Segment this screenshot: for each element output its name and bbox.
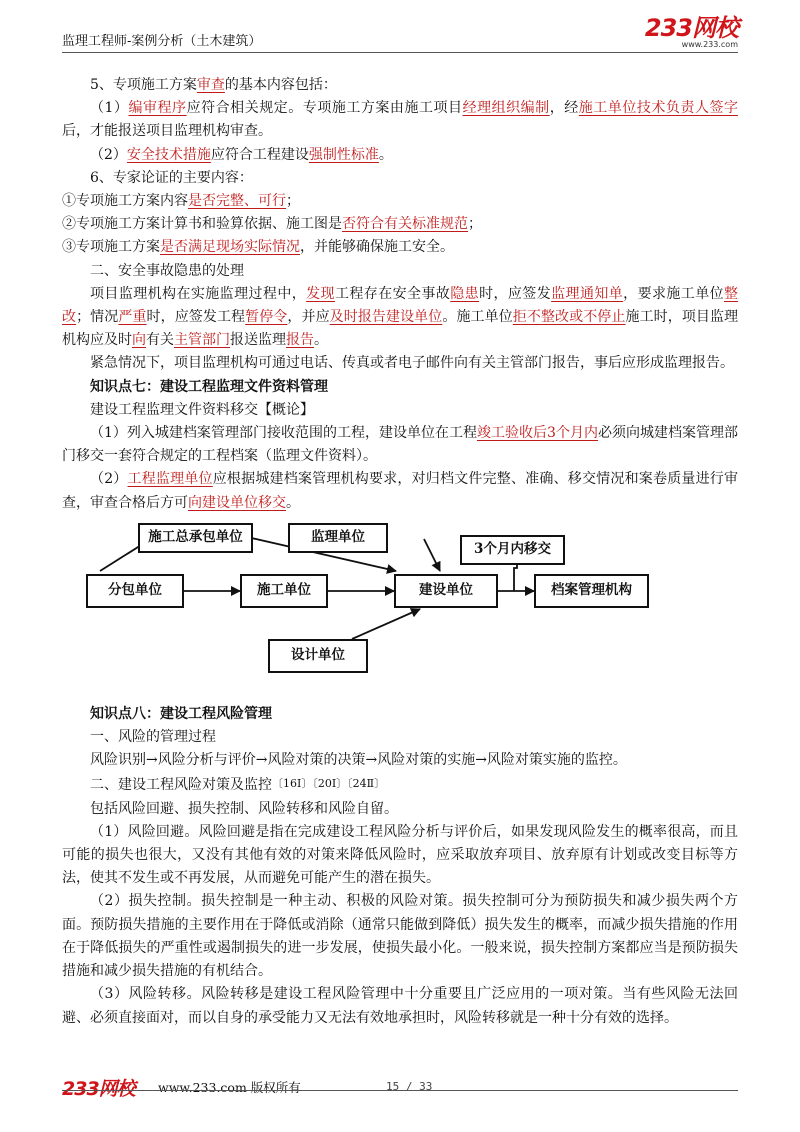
k8-transfer: （3）风险转移。风险转移是建设工程风险管理中十分重要且广泛应用的一项对策。当有些风险无法回避、必须直接面对，而以自身的承受能力又无法有效地承担时，风险转移就是一种十分有效的选择。 xyxy=(62,986,738,1026)
k8-title: 知识点八：建设工程风险管理 xyxy=(90,705,272,722)
k8-loss-control: （2）损失控制。损失控制是一种主动、积极的风险对策。损失控制可分为预防损失和减少损失两个方面。预防损失措施的主要作用在于降低或消除（通常只能做到降低）损失发生的概率，而减少损失措施的作用在于降低损失的严重性或遏制损失的进一步发展，使损失最小化。一般来说，损失控制方案都应当是预防损失措施和减少损失措施的有机结合。 xyxy=(62,893,738,980)
header-title: 监理工程师-案例分析（土木建筑） xyxy=(62,34,262,49)
page-content xyxy=(62,74,738,1030)
box-owner: 建设单位 xyxy=(394,574,498,608)
exam-tags: 〔16Ⅰ〕〔20Ⅰ〕〔24Ⅱ〕 xyxy=(272,777,386,791)
archive-transfer-diagram xyxy=(62,521,738,697)
hazard-emergency: 紧急情况下，项目监理机构可通过电话、传真或者电子邮件向有关主管部门报告，事后应形成监理报告。 xyxy=(90,355,734,372)
k7-subtitle: 建设工程监理文件资料移交【概论】 xyxy=(90,401,314,418)
k8-avoidance: （1）风险回避。风险回避是指在完成建设工程风险分析与评价后，如果发现风险发生的概率很高，而且可能的损失也很大，又没有其他有效的对策来降低风险时，应采取放弃项目、放弃原有计划或改变目标等方法，使其不发生或不再发展，从而避免可能产生的潜在损失。 xyxy=(62,823,738,887)
s6-item-2: ②专项施工方案计算书和验算依据、施工图是否符合有关标准规范； xyxy=(62,216,482,233)
k7-item-2: （2）工程监理单位应根据城建档案管理机构要求，对归档文件完整、准确、移交情况和案卷质量进行审查，审查合格后方可向建设单位移交。 xyxy=(62,471,738,511)
k8-flow: 风险识别→风险分析与评价→风险对策的决策→风险对策的实施→风险对策实施的监控。 xyxy=(90,752,627,769)
footer-divider xyxy=(62,1090,738,1091)
brand-logo xyxy=(645,16,738,49)
logo-text: 233网校 xyxy=(644,14,738,42)
s5-item-2: （2）安全技术措施应符合工程建设强制性标准。 xyxy=(90,146,393,163)
hazard-paragraph: 项目监理机构在实施监理过程中，发现工程存在安全事故隐患时，应签发监理通知单，要求施工单位整改；情况严重时，应签发工程暂停令，并应及时报告建设单位。施工单位拒不整改或不停止施工时，项目监理机构应及时向有关主管部门报送监理报告。 xyxy=(62,285,739,349)
s5-title: 5、专项施工方案审查的基本内容包括： xyxy=(90,77,337,93)
arrow-sup-to-owner xyxy=(424,539,440,571)
footer-copyright: www.233.com 版权所有 xyxy=(158,1080,301,1095)
s6-item-3: ③专项施工方案是否满足现场实际情况，并能够确保施工安全。 xyxy=(62,239,454,256)
arrow-design-to-owner xyxy=(352,609,420,639)
s6-item-1: ①专项施工方案内容是否完整、可行； xyxy=(62,193,300,210)
footer-logo: 233网校 xyxy=(62,1078,135,1100)
hazard-title: 二、安全事故隐患的处理 xyxy=(90,262,244,279)
box-three-months: 3个月内移交 xyxy=(460,535,565,565)
s6-title: 6、专家论证的主要内容： xyxy=(90,169,253,186)
box-archive-agency: 档案管理机构 xyxy=(534,574,649,608)
box-supervisor: 监理单位 xyxy=(288,523,388,553)
box-designer: 设计单位 xyxy=(268,639,368,673)
header-divider xyxy=(62,52,738,53)
k8-intro: 包括风险回避、损失控制、风险转移和风险自留。 xyxy=(90,800,398,817)
box-general-contractor: 施工总承包单位 xyxy=(138,523,253,553)
k8-h2: 二、建设工程风险对策及监控〔16Ⅰ〕〔20Ⅰ〕〔24Ⅱ〕 xyxy=(90,777,386,794)
k7-item-1: （1）列入城建档案管理部门接收范围的工程，建设单位在工程竣工验收后3个月内必须向城建档案管理部门移交一套符合规定的工程档案（监理文件资料）。 xyxy=(62,425,739,465)
page-number: 15 / 33 xyxy=(386,1080,433,1093)
s5-item-1: （1）编审程序应符合相关规定。专项施工方案由施工项目经理组织编制，经施工单位技术负责人签字后，才能报送项目监理机构审查。 xyxy=(62,100,739,140)
logo-url: www.233.com xyxy=(681,40,738,49)
box-construction: 施工单位 xyxy=(240,574,328,608)
k8-h1: 一、风险的管理过程 xyxy=(90,729,216,746)
k7-title: 知识点七：建设工程监理文件资料管理 xyxy=(90,378,328,395)
box-subcontractor: 分包单位 xyxy=(86,574,184,608)
